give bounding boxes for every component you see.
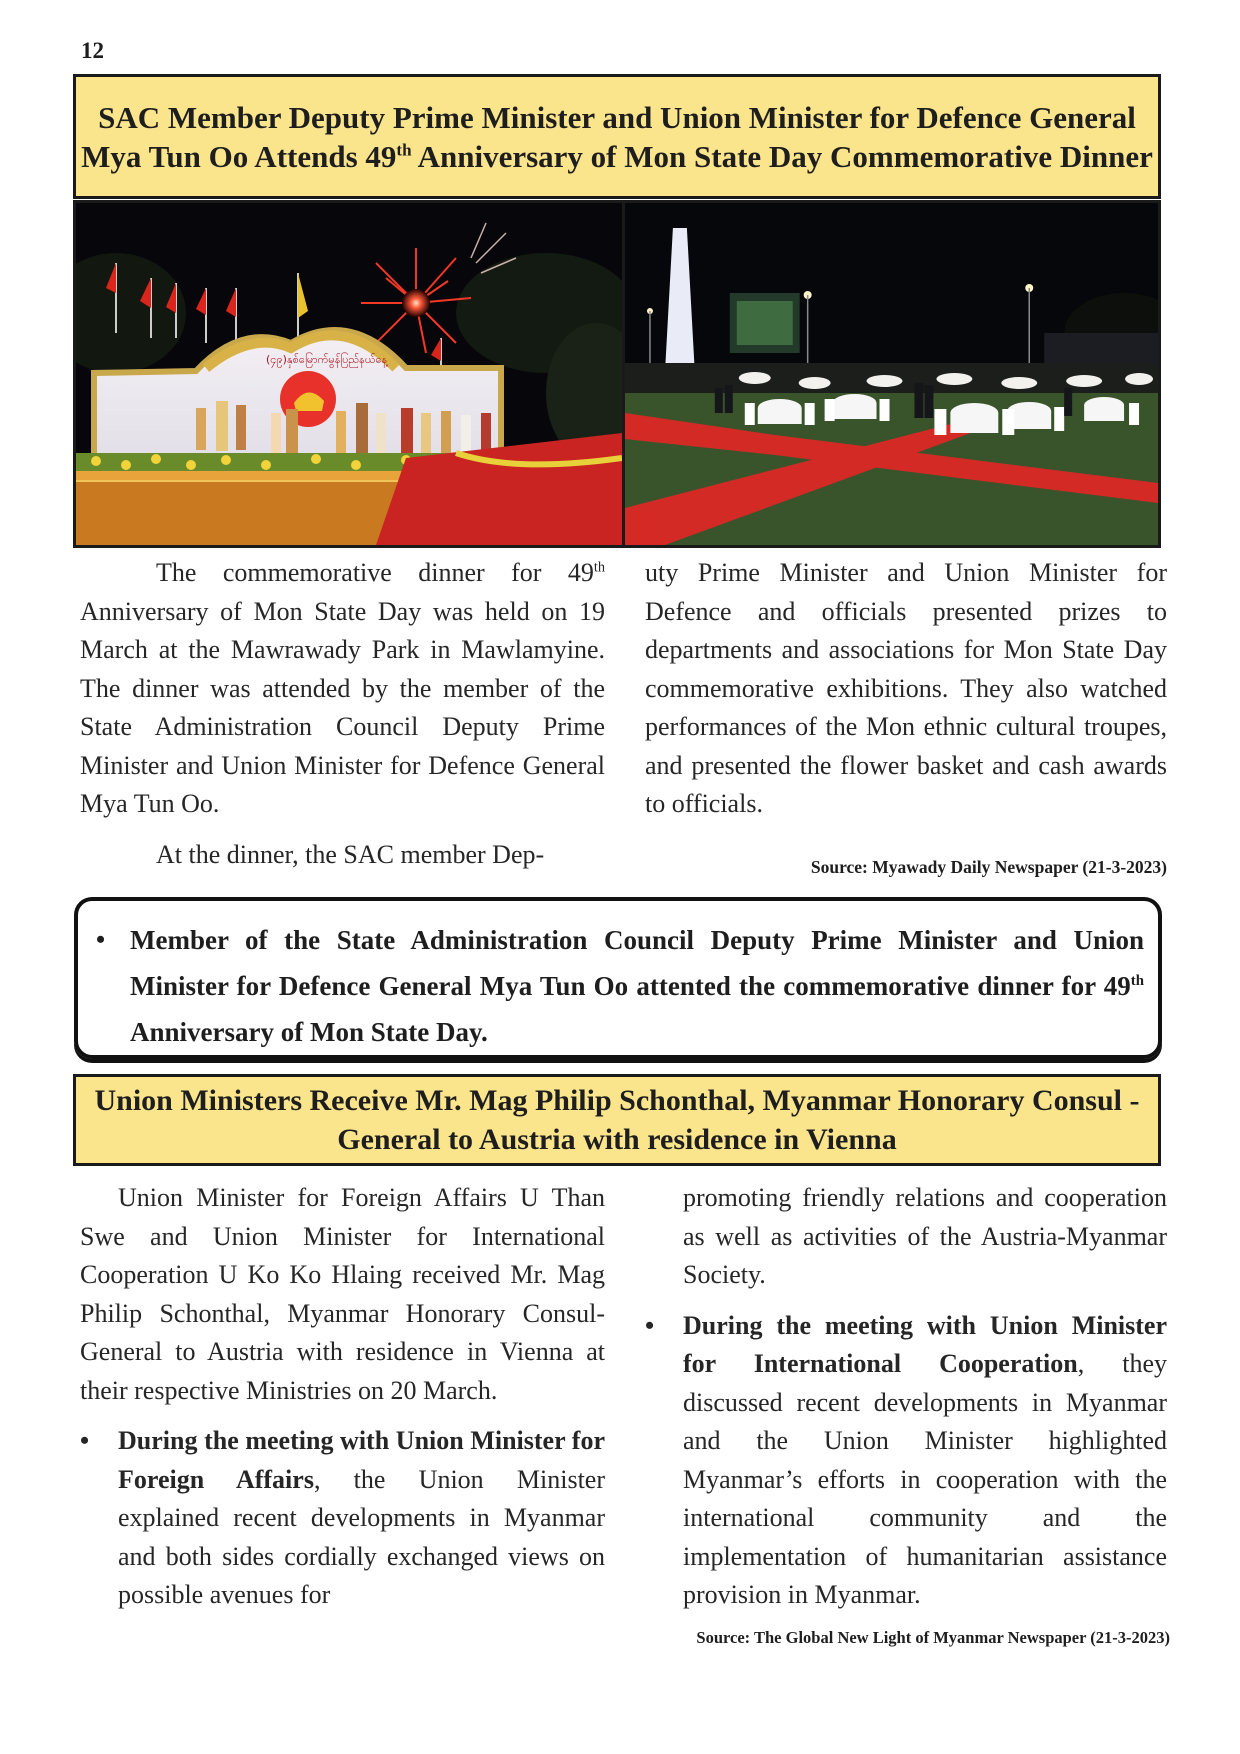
article-2-bullet-2: • During the meeting with Union Minister for International Cooperation, they discussed recent developments in Myanmar and the Union Minister highlighted Myanmar’s efforts in cooperation with the international community and the implementation of humanitarian assistance provision in Myanmar. (645, 1307, 1167, 1615)
dinner-venue-photo (625, 203, 1158, 545)
stage-fireworks-photo (76, 203, 625, 545)
page-number: 12 (81, 38, 104, 63)
article-1-paragraph-2: At the dinner, the SAC member Dep- (156, 839, 545, 869)
article-2-right-column (645, 1179, 1167, 1615)
bullet-icon: • (96, 925, 106, 954)
photo-strip (73, 200, 1161, 548)
article-1-left-column (80, 554, 605, 874)
article-2-title-box (73, 1074, 1161, 1166)
article-2-paragraph-1: Union Minister for Foreign Affairs U Than Swe and Union Minister for International Cooperation U Ko Ko Hlaing received Mr. Mag Philip Schonthal, Myanmar Honorary Consul-General to Austria with residence in Vienna at their respective Ministries on 20 March. (80, 1183, 605, 1405)
article-1-paragraph-3: uty Prime Minister and Union Minister for Defence and officials presented prizes to departments and associations for Mon State Day commemorative exhibitions. They also watched performances of the Mon ethnic cultural troupes, and presented the flower basket and cash awards to officials. (645, 558, 1167, 818)
article-1-right-column (645, 554, 1167, 824)
article-1-paragraph-1: The commemorative dinner for 49th Anniversary of Mon State Day was held on 19 March at the Mawrawady Park in Mawlamyine. The dinner was attended by the member of the State Administration Council Deputy Prime Minister and Union Minister for Defence General Mya Tun Oo. (80, 558, 605, 818)
article-2-paragraph-2: promoting friendly relations and cooperation as well as activities of the Austria-Myanmar Society. (683, 1183, 1167, 1289)
article-1-title-box (73, 74, 1161, 199)
article-2-title: Union Ministers Receive Mr. Mag Philip Schonthal, Myanmar Honorary Consul -General to Austria with residence in Vienna (94, 1084, 1140, 1156)
summary-callout (74, 897, 1162, 1059)
article-2-left-column (80, 1179, 605, 1615)
article-1-title: SAC Member Deputy Prime Minister and Union Minister for Defence General Mya Tun Oo Attends 49th Anniversary of Mon State Day Commemorative Dinner (81, 99, 1153, 174)
article-1-source: Source: Myawady Daily Newspaper (21-3-2023) (810, 857, 1167, 877)
article-2-source: Source: The Global New Light of Myanmar Newspaper (21-3-2023) (696, 1628, 1170, 1647)
article-2-bullet-1: • During the meeting with Union Minister for Foreign Affairs, the Union Minister explained recent developments in Myanmar and both sides cordially exchanged views on possible avenues for (80, 1422, 605, 1615)
summary-callout-text: Member of the State Administration Council Deputy Prime Minister and Union Minister for Defence General Mya Tun Oo attented the commemorative dinner for 49th Anniversary of Mon State Day. (130, 925, 1144, 1047)
stage-banner-text: (၄၉)နှစ်မြောက်မွန်ပြည်နယ်နေ့ (266, 353, 388, 366)
